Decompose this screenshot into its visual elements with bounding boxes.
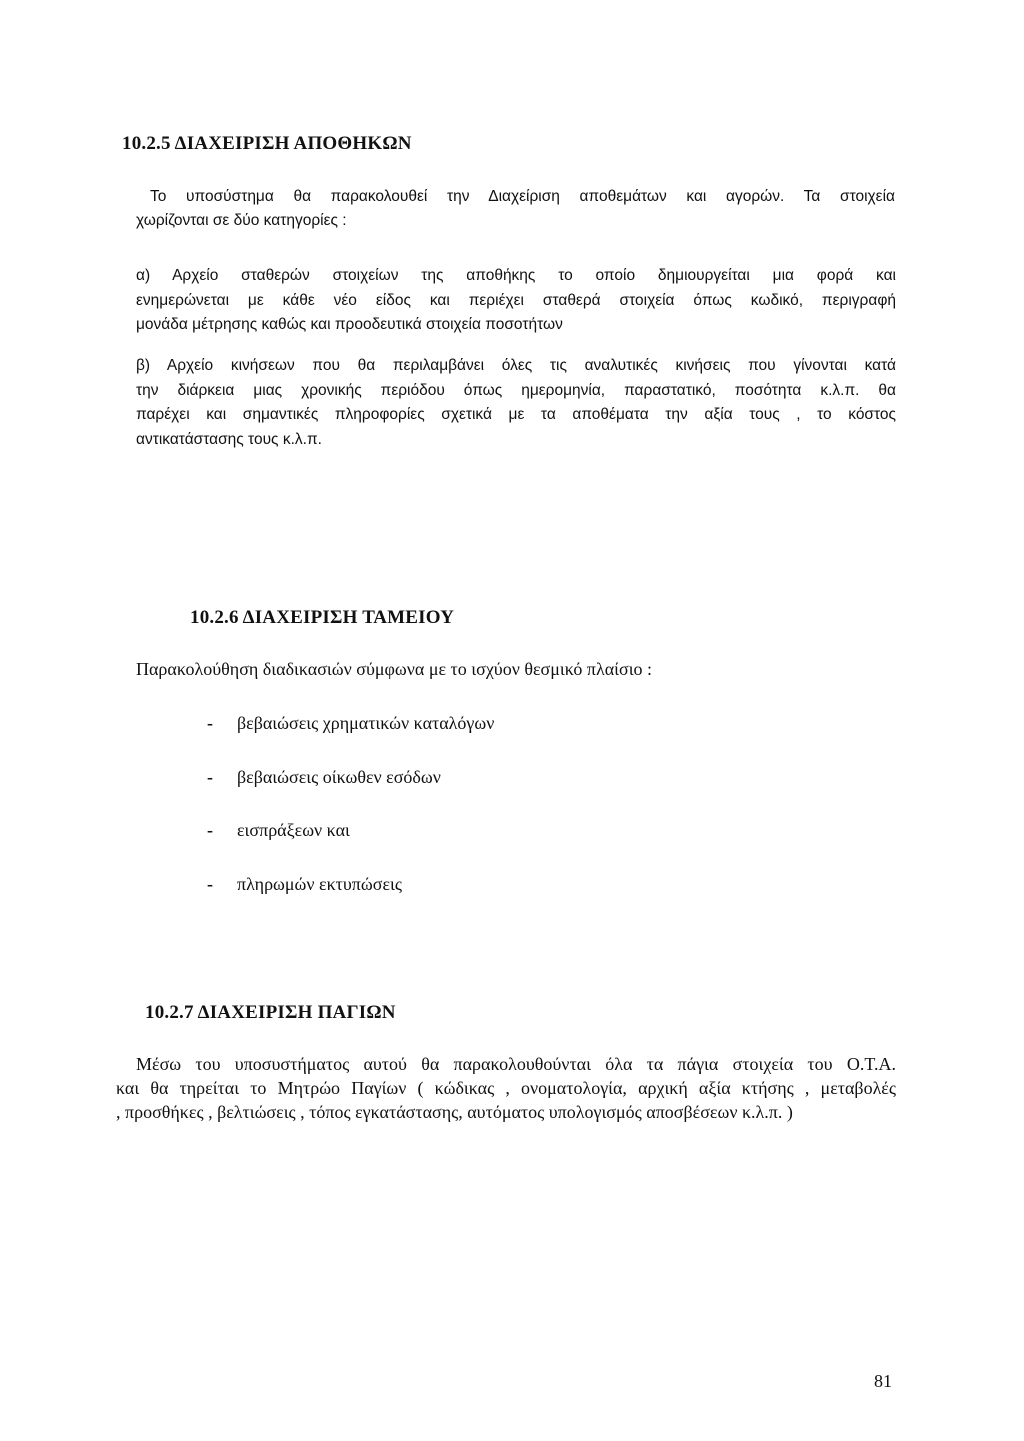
section-heading-fixed-assets: 10.2.7 ΔΙΑΧΕΙΡΙΣΗ ΠΑΓΙΩΝ [145, 1002, 396, 1023]
bullet-dash: - [207, 874, 213, 894]
treasury-intro: Παρακολούθηση διαδικασιών σύμφωνα με το ισχύον θεσμικό πλαίσιο : [136, 659, 653, 679]
treasury-bullet-item [207, 711, 494, 735]
fixed-assets-line: , προσθήκες , βελτιώσεις , τόπος εγκατάστασης, αυτόματος υπολογισμός αποσβέσεων κ.λ.π. ) [116, 1102, 793, 1122]
treasury-bullet-item [207, 818, 350, 842]
page-number: 81 [874, 1371, 892, 1391]
bullet-dash: - [207, 767, 213, 787]
warehouse-item-b-line: αντικατάστασης τους κ.λ.π. [136, 430, 322, 448]
treasury-bullet-item [207, 765, 441, 789]
warehouse-intro-line: Το υποσύστημα θα παρακολουθεί την Διαχείριση αποθεμάτων και αγορών. Τα στοιχεία [150, 188, 895, 205]
warehouse-item-b-line: β) Αρχείο κινήσεων που θα περιλαμβάνει όλες τις αναλυτικές κινήσεις που γίνονται κατά [136, 357, 896, 374]
warehouse-item-a-line: α) Αρχείο σταθερών στοιχείων της αποθήκης το οποίο δημιουργείται μια φορά και [136, 267, 896, 284]
section-heading-treasury: 10.2.6 ΔΙΑΧΕΙΡΙΣΗ ΤΑΜΕΙΟΥ [190, 607, 455, 628]
bullet-text: πληρωμών εκτυπώσεις [237, 874, 402, 894]
bullet-dash: - [207, 713, 213, 733]
treasury-bullet-item [207, 872, 402, 896]
warehouse-item-a-line: μονάδα μέτρησης καθώς και προοδευτικά στοιχεία ποσοτήτων [136, 316, 563, 333]
warehouse-item-a-line: ενημερώνεται με κάθε νέο είδος και περιέχει σταθερά στοιχεία όπως κωδικό, περιγραφή [136, 291, 896, 309]
warehouse-item-b-paragraph [136, 354, 896, 452]
fixed-assets-paragraph-cont [116, 1076, 896, 1124]
fixed-assets-paragraph [136, 1052, 896, 1076]
warehouse-intro-paragraph [150, 185, 895, 210]
section-heading-warehouse: 10.2.5 ΔΙΑΧΕΙΡΙΣΗ ΑΠΟΘΗΚΩΝ [122, 133, 412, 154]
warehouse-item-b-line: παρέχει και σημαντικές πληροφορίες σχετικά με τα αποθέματα την αξία τους , το κόστος [136, 406, 896, 423]
bullet-text: βεβαιώσεις οίκωθεν εσόδων [237, 767, 441, 787]
bullet-text: βεβαιώσεις χρηματικών καταλόγων [237, 713, 495, 733]
fixed-assets-line: Μέσω του υποσυστήματος αυτού θα παρακολουθούνται όλα τα πάγια στοιχεία του Ο.Τ.Α. [136, 1054, 896, 1074]
warehouse-item-a-paragraph [136, 264, 896, 338]
warehouse-intro-paragraph-cont [136, 209, 896, 234]
warehouse-item-b-line: την διάρκεια μιας χρονικής περιόδου όπως ημερομηνία, παραστατικό, ποσότητα κ.λ.π. θα [136, 381, 896, 399]
bullet-dash: - [207, 820, 213, 840]
bullet-text: εισπράξεων και [237, 820, 350, 840]
warehouse-intro-line: χωρίζονται σε δύο κατηγορίες : [136, 212, 347, 229]
fixed-assets-line: και θα τηρείται το Μητρώο Παγίων ( κώδικας , ονοματολογία, αρχική αξία κτήσης , μεταβολές [116, 1078, 896, 1098]
